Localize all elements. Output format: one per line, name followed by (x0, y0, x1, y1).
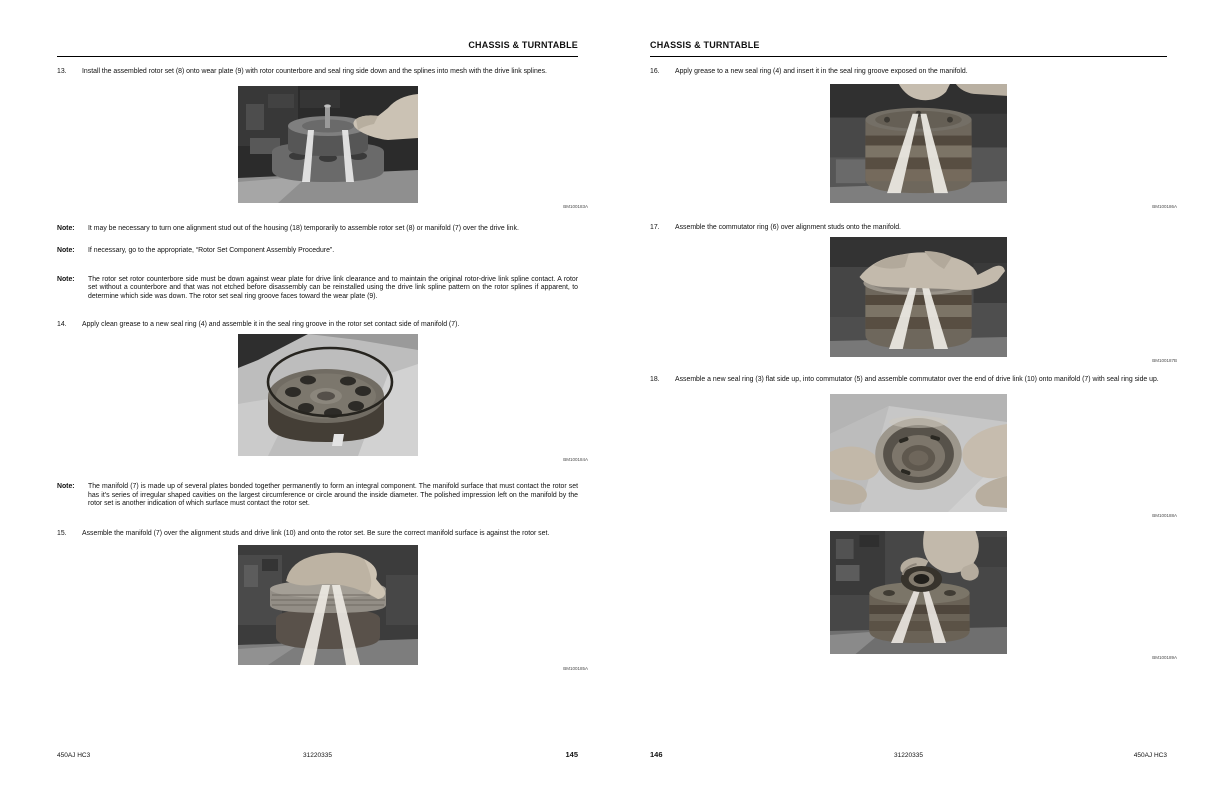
note-label: Note: (57, 247, 75, 255)
photo-rotor-set-install (238, 86, 418, 203)
step-13 (57, 68, 578, 77)
footer-page-146 (650, 750, 1167, 759)
figure-commutator-seal-closeup (660, 394, 1177, 519)
step-18 (650, 376, 1167, 385)
step-text: Apply clean grease to a new seal ring (4) and assemble it in the seal ring groove in the rotor set contact side of manifold (7). (82, 320, 460, 328)
note-label: Note: (57, 483, 75, 491)
note-counterbore-side (57, 276, 578, 302)
photo-seal-ring-rotor (238, 334, 418, 456)
figure-caption: BM100188A (1152, 512, 1177, 518)
step-15 (57, 530, 578, 539)
note-text: If necessary, go to the appropriate, “Rotor Set Component Assembly Procedure”. (88, 247, 335, 255)
figure-rotor-set-install (67, 86, 588, 210)
note-alignment-stud (57, 225, 578, 234)
figure-manifold-assemble (67, 545, 588, 672)
step-number: 14. (57, 320, 67, 328)
figure-caption: BM100186A (1152, 203, 1177, 209)
step-14 (57, 321, 578, 330)
figure-caption: BM100187B (1152, 358, 1177, 364)
note-text: The rotor set rotor counterbore side must be down against wear plate for drive link clearance and to maintain the original rotor-drive link spline contact. A rotor set without a counterbore and that was not etched before disassembly can be reinstalled using the drive link spline pattern on the rotor splines if apparent, to determine which side was down. The rotor set seal ring groove faces toward the wear plate (9). (88, 275, 578, 300)
step-number: 15. (57, 529, 67, 537)
manual-page-145 (57, 40, 588, 672)
note-text: It may be necessary to turn one alignment stud out of the housing (18) temporarily to assemble rotor set (8) or manifold (7) over the drive link. (88, 224, 519, 232)
photo-commutator-seal-closeup (830, 394, 1007, 512)
note-rotor-set-procedure (57, 247, 578, 256)
step-16 (650, 68, 1167, 77)
step-number: 16. (650, 68, 660, 75)
page-header: CHASSIS & TURNTABLE (57, 40, 578, 57)
photo-commutator-ring (830, 237, 1007, 357)
footer-page-number: 146 (650, 750, 663, 759)
step-text: Assemble the commutator ring (6) over alignment studs onto the manifold. (675, 223, 901, 231)
step-text: Install the assembled rotor set (8) onto wear plate (9) with rotor counterbore and seal ring side down and the splines into mesh with the drive link splines. (82, 68, 547, 75)
footer-part-number: 31220335 (894, 752, 923, 759)
page-header: CHASSIS & TURNTABLE (650, 40, 1167, 57)
step-text: Assemble the manifold (7) over the alignment studs and drive link (10) and onto the rotor set. Be sure the correct manifold surface is against the rotor set. (82, 529, 550, 537)
step-number: 17. (650, 223, 660, 231)
figure-commutator-onto-manifold (660, 531, 1177, 661)
note-label: Note: (57, 224, 75, 232)
figure-caption: BM100185A (563, 665, 588, 671)
step-number: 18. (650, 376, 660, 384)
step-number: 13. (57, 68, 67, 75)
figure-seal-ring-rotor (67, 334, 588, 463)
photo-seal-ring-manifold (830, 84, 1007, 203)
photo-manifold-assemble (238, 545, 418, 665)
footer-page-number: 145 (565, 750, 579, 759)
figure-commutator-ring (660, 237, 1177, 364)
footer-part-number: 31220335 (303, 752, 332, 759)
photo-commutator-onto-manifold (830, 531, 1007, 654)
footer-page-145 (57, 750, 578, 759)
figure-seal-ring-manifold (660, 84, 1177, 210)
step-17 (650, 224, 1167, 233)
figure-caption: BM100189A (1152, 654, 1177, 660)
note-label: Note: (57, 275, 75, 283)
footer-model: 450AJ HC3 (1133, 752, 1167, 759)
step-text: Assemble a new seal ring (3) flat side up, into commutator (5) and assemble commutator over the end of drive link (10) onto manifold (7) with seal ring side up. (675, 376, 1159, 384)
manual-page-146 (650, 40, 1177, 661)
footer-model: 450AJ HC3 (57, 752, 91, 759)
step-text: Apply grease to a new seal ring (4) and insert it in the seal ring groove exposed on the manifold. (675, 68, 968, 75)
note-text: The manifold (7) is made up of several plates bonded together permanently to form an integral component. The manifold surface that must contact the rotor set has it's series of irregular shaped cavities on the largest circumference or circle around the inside diameter. The polished impression left on the manifold by the rotor set is another indication of which surface must contact the rotor set. (88, 483, 578, 508)
figure-caption: BM100183A (563, 203, 588, 209)
figure-caption: BM100184A (563, 457, 588, 463)
note-manifold-plates (57, 483, 578, 509)
